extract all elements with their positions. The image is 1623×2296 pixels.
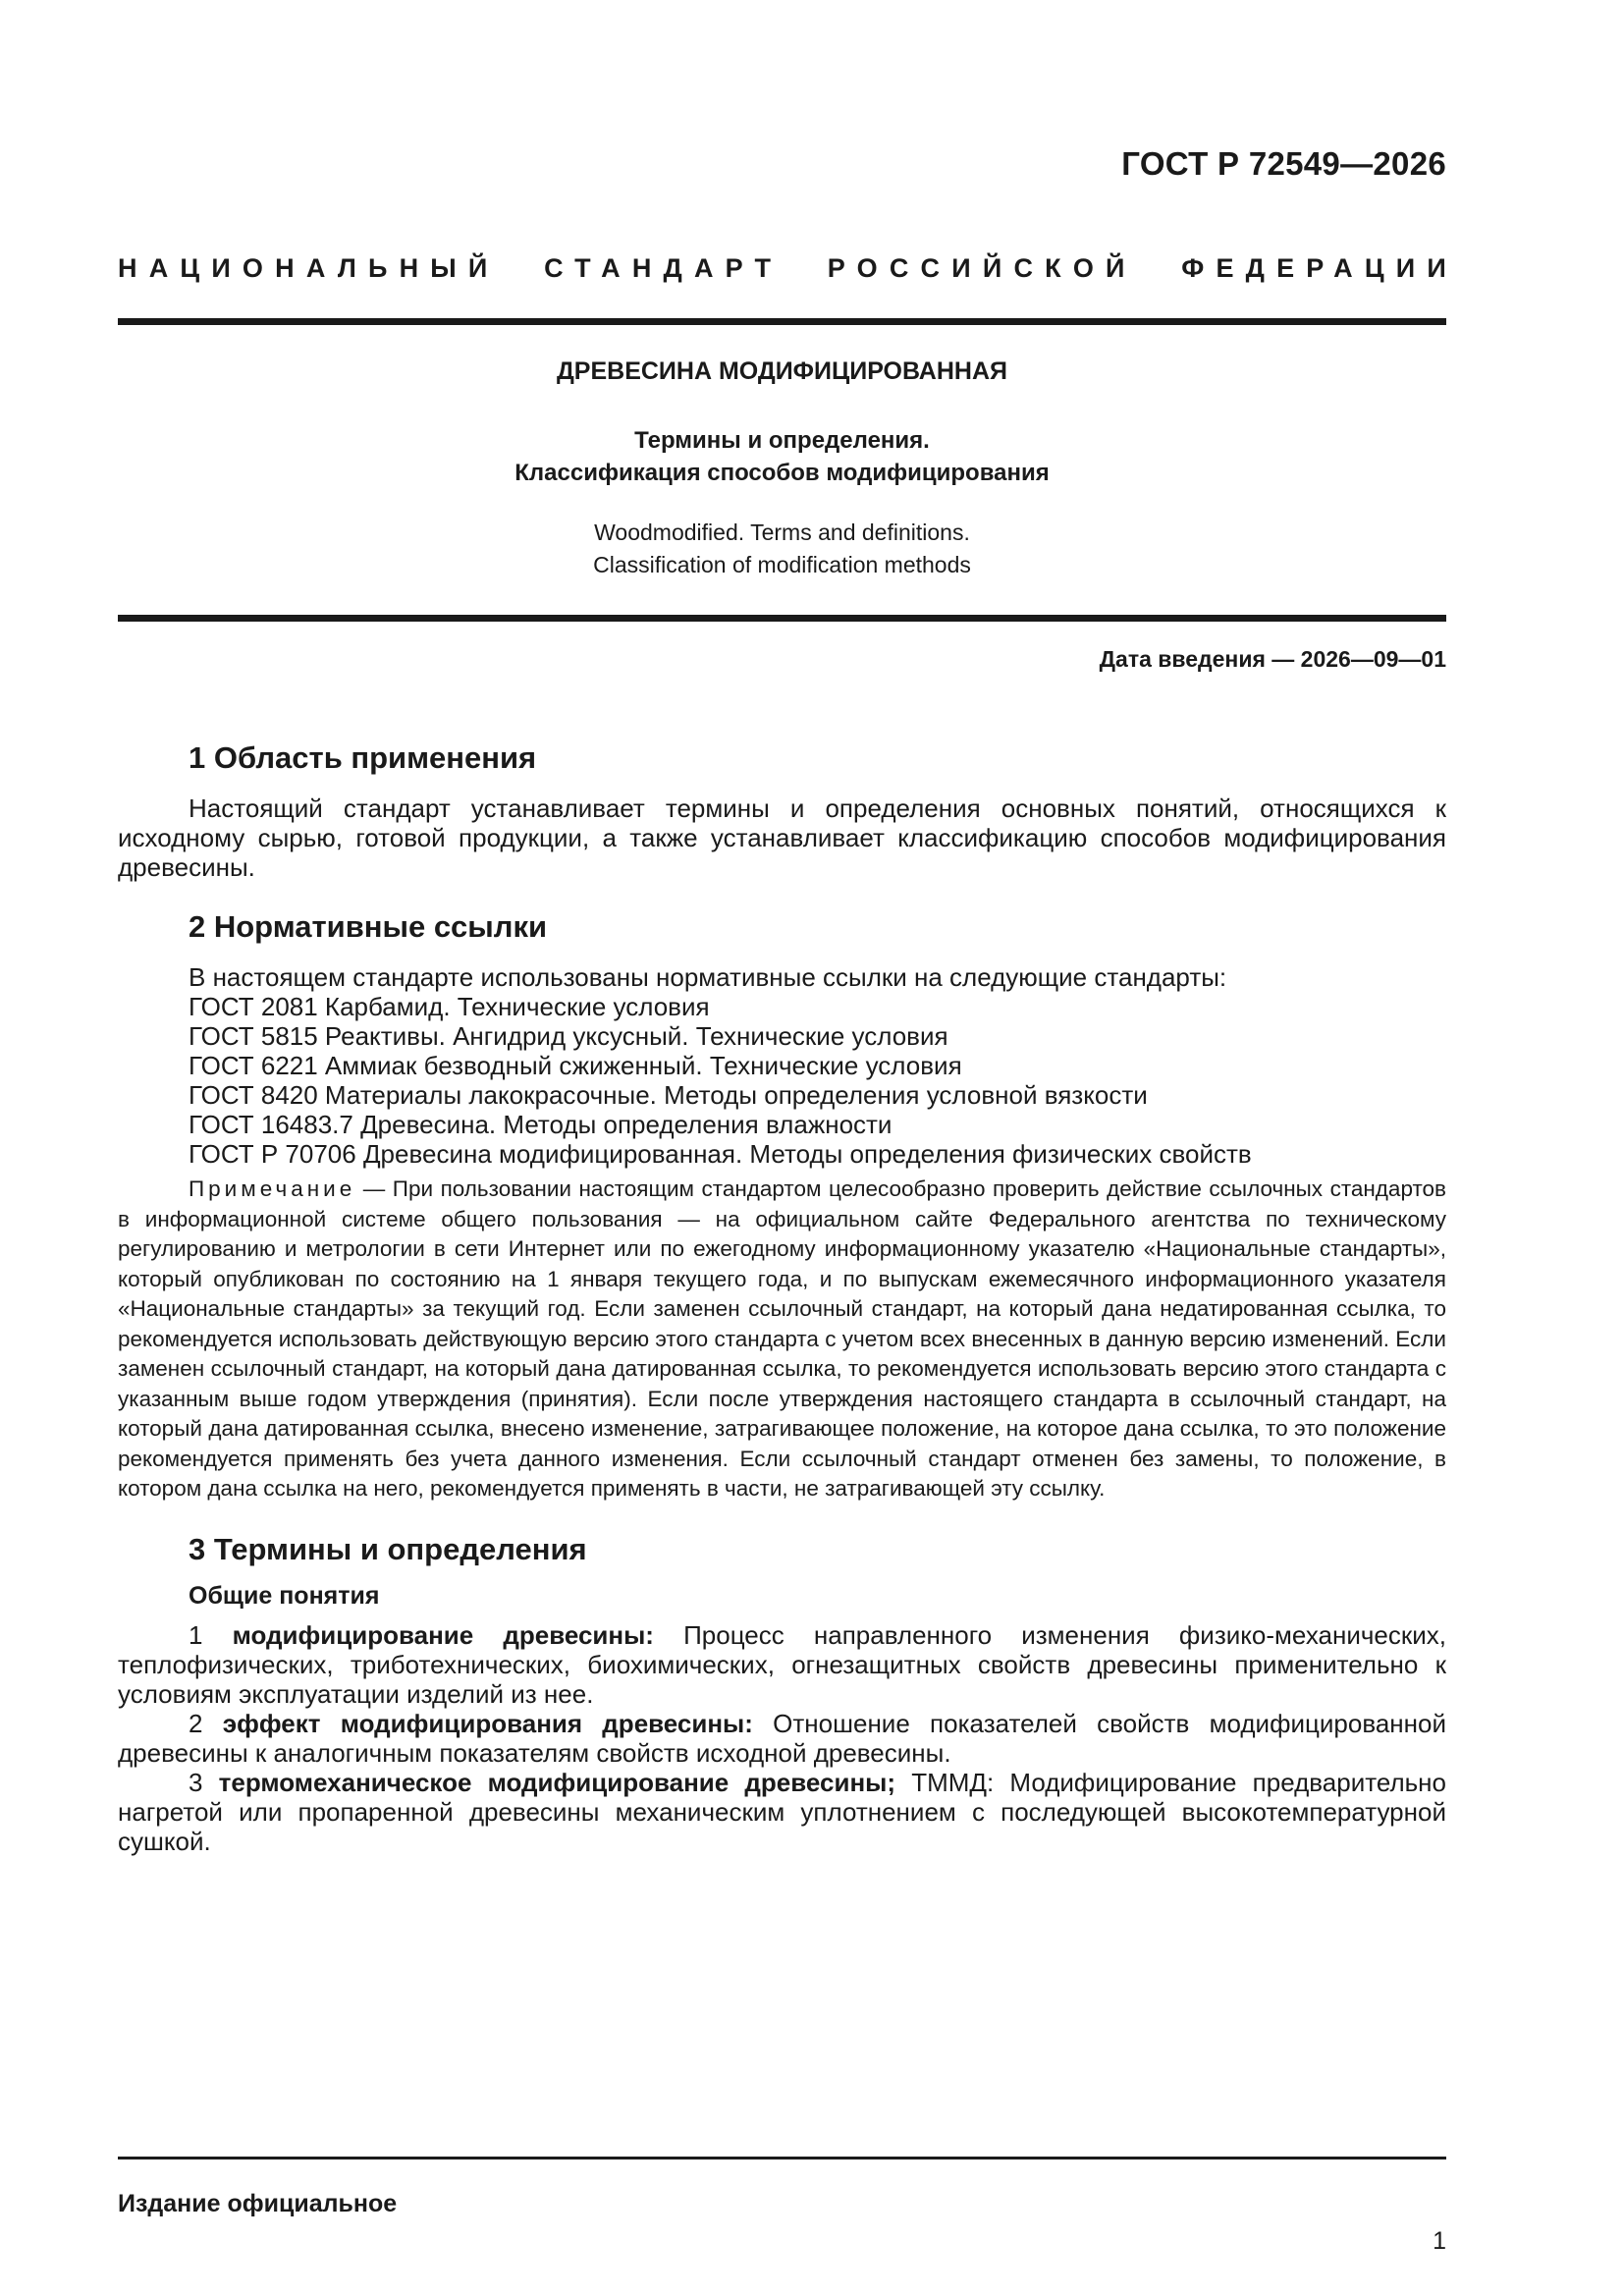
national-title-word: РОССИЙСКОЙ — [827, 253, 1137, 283]
title-divider — [118, 615, 1446, 622]
top-divider — [118, 318, 1446, 325]
national-title-word: СТАНДАРТ — [544, 253, 784, 283]
reference-item: ГОСТ 6221 Аммиак безводный сжиженный. Технические условия — [189, 1051, 962, 1080]
section-paragraph: Настоящий стандарт устанавливает термины и определения основных понятий, относящихся к исходному сырью, готовой продукции, а также устанавливает классификацию способов модифицирования древесины. — [118, 793, 1446, 882]
national-title-word: ФЕДЕРАЦИИ — [1181, 253, 1458, 283]
national-standard-title — [118, 253, 1458, 284]
introduction-date: Дата введения — 2026—09—01 — [1099, 646, 1446, 672]
normative-references-list — [118, 962, 1446, 1169]
term-entry — [118, 1768, 1446, 1856]
note-label: Примечание — [189, 1176, 356, 1201]
subsection-heading: Общие понятия — [189, 1581, 380, 1610]
subtitle-line: Термины и определения. — [634, 427, 930, 454]
reference-item: ГОСТ 16483.7 Древесина. Методы определения влажности — [189, 1110, 893, 1139]
page-number: 1 — [1433, 2227, 1446, 2255]
note-text: — При пользовании настоящим стандартом целесообразно проверить действие ссылочных стандартов в информационной системе общего пользования — на официальном сайте Федерального агентства по техническому регулированию и метрологии в сети Интернет или по ежегодному информационному указателю «Национальные стандарты», который опубликован по состоянию на 1 января текущего года, и по выпускам ежемесячного информационного указателя «Национальные стандарты» за текущий год. Если заменен ссылочный стандарт, на который дана недатированная ссылка, то рекомендуется использовать действующую версию этого стандарта с учетом всех внесенных в данную версию изменений. Если заменен ссылочный стандарт, на который дана датированная ссылка, то рекомендуется использовать версию этого стандарта с указанным выше годом утверждения (принятия). Если после утверждения настоящего стандарта в ссылочный стандарт, на который дана датированная ссылка, внесено изменение, затрагивающее положение, на которое дана ссылка, то это положение рекомендуется применять без учета данного изменения. Если ссылочный стандарт отменен без замены, то положение, в котором дана ссылка на него, рекомендуется применять в части, не затрагивающей эту ссылку. — [118, 1176, 1446, 1501]
document-subtitle-english — [118, 517, 1446, 581]
document-page — [118, 0, 1458, 2296]
subtitle-en-line: Classification of modification methods — [593, 552, 971, 577]
national-title-word: НАЦИОНАЛЬНЫЙ — [118, 253, 500, 283]
term-name: модифицирование древесины: — [232, 1619, 654, 1650]
term-name: эффект модифицирования древесины: — [222, 1708, 753, 1738]
official-edition-label: Издание официальное — [118, 2190, 398, 2217]
standard-code: ГОСТ Р 72549—2026 — [1121, 145, 1446, 182]
section-heading: 3 Термины и определения — [189, 1531, 587, 1566]
term-definition: Процесс направленного изменения физико-механических, теплофизических, триботехнических, биохимических, огнезащитных свойств древесины применительно к условиям эксплуатации изделий из нее. — [118, 1619, 1446, 1709]
footer-divider — [118, 2157, 1446, 2159]
term-number: 2 — [189, 1708, 203, 1738]
subtitle-line: Классификация способов модифицирования — [514, 460, 1050, 486]
document-title: ДРЕВЕСИНА МОДИФИЦИРОВАННАЯ — [556, 357, 1007, 385]
term-definition: ТММД: Модифицирование предварительно нагретой или пропаренной древесины механическим уплотнением с последующей высокотемпературной сушкой. — [118, 1767, 1446, 1856]
section-heading: 1 Область применения — [189, 740, 537, 775]
document-body — [118, 738, 1446, 1856]
subtitle-en-line: Woodmodified. Terms and definitions. — [594, 519, 970, 545]
reference-item: ГОСТ Р 70706 Древесина модифицированная. Методы определения физических свойств — [189, 1139, 1252, 1169]
note-paragraph — [118, 1175, 1446, 1504]
reference-item: ГОСТ 8420 Материалы лакокрасочные. Методы определения условной вязкости — [189, 1080, 1148, 1110]
term-name: термомеханическое модифицирование древесины; — [218, 1767, 896, 1797]
term-entry — [118, 1620, 1446, 1709]
reference-item: ГОСТ 5815 Реактивы. Ангидрид уксусный. Технические условия — [189, 1021, 948, 1051]
reference-item: ГОСТ 2081 Карбамид. Технические условия — [189, 992, 710, 1021]
references-intro: В настоящем стандарте использованы нормативные ссылки на следующие стандарты: — [189, 962, 1227, 992]
section-heading: 2 Нормативные ссылки — [189, 909, 548, 944]
document-subtitle — [118, 424, 1446, 489]
term-entry — [118, 1709, 1446, 1768]
term-definition: Отношение показателей свойств модифицированной древесины к аналогичным показателям свойств исходной древесины. — [118, 1708, 1446, 1768]
term-number: 1 — [189, 1619, 203, 1650]
term-number: 3 — [189, 1767, 203, 1797]
